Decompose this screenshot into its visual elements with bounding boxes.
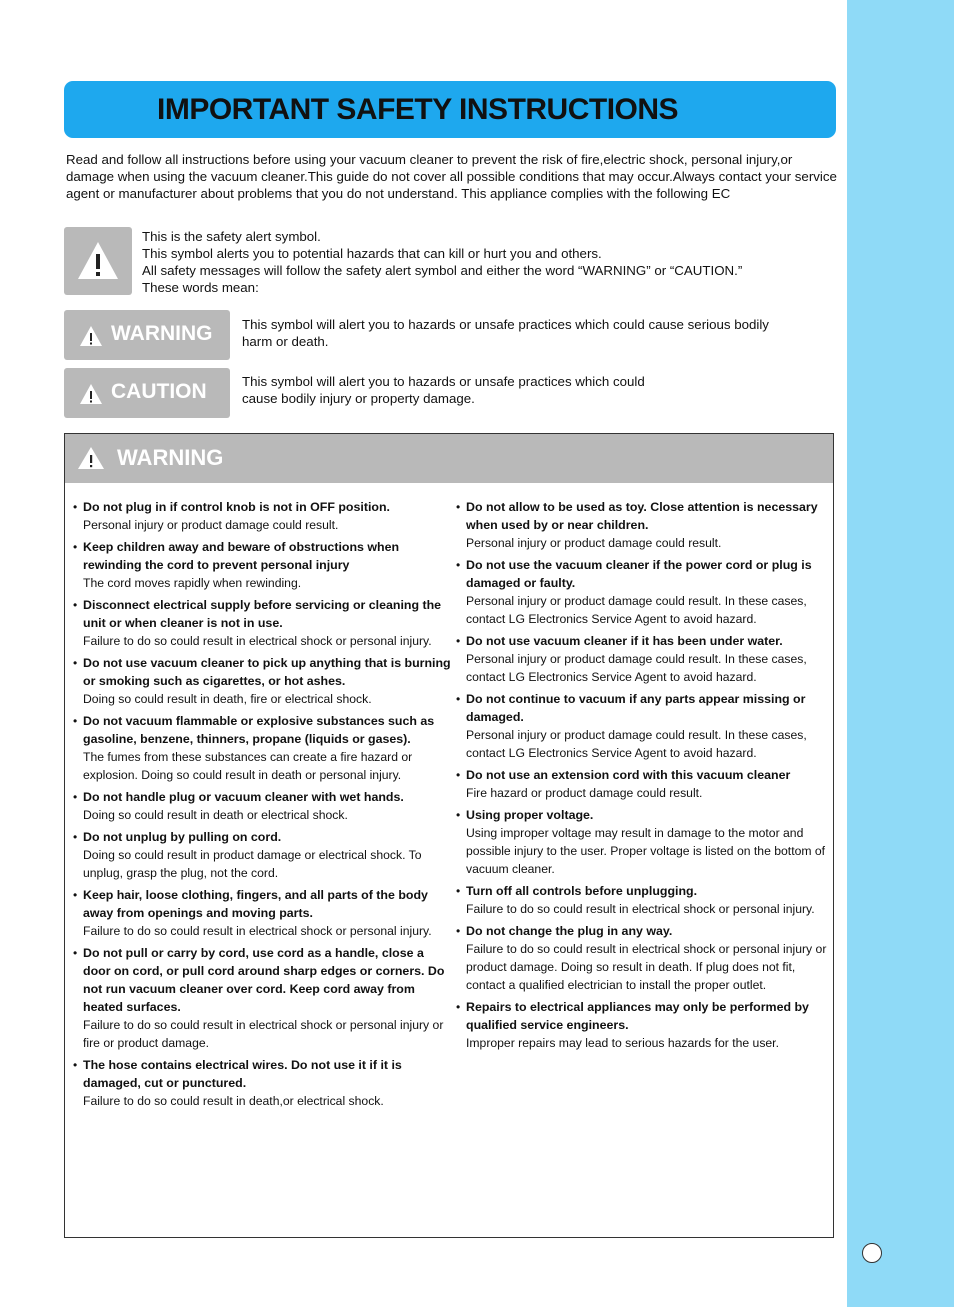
item-detail: Failure to do so could result in electrical shock or personal injury or product damage. Doing so result in death. If plug does not fit, contact a qualified electrician to install the proper outlet. <box>466 942 827 992</box>
warning-list-left <box>73 498 453 1114</box>
item-heading: • Do not handle plug or vacuum cleaner with wet hands. <box>83 790 404 804</box>
item-detail: Using improper voltage may result in damage to the motor and possible injury to the user. Proper voltage is listed on the bottom of vacuum cleaner. <box>466 826 826 876</box>
intro-paragraph: Read and follow all instructions before using your vacuum cleaner to prevent the risk of fire,electric shock, personal injury,or damage when using the vacuum cleaner.This guide do not cover all possible conditions that may occur.Always contact your service agent or manufacturer about problems that you do not understand. This appliance complies with the following EC <box>66 152 837 201</box>
warning-badge-label: WARNING <box>111 322 213 345</box>
item-detail: Failure to do so could result in electrical shock or personal injury. <box>83 924 432 938</box>
item-heading: • Turn off all controls before unplugging. <box>466 884 698 898</box>
warning-triangle-icon <box>79 383 103 405</box>
warning-triangle-icon <box>79 325 103 347</box>
list-item <box>73 828 453 882</box>
item-detail: Personal injury or product damage could result. <box>466 536 722 550</box>
list-item <box>73 788 453 824</box>
list-item <box>456 498 831 552</box>
list-item <box>456 998 831 1052</box>
item-heading: • Do not use vacuum cleaner if it has been under water. <box>466 634 783 648</box>
safety-alert-symbol <box>64 227 132 295</box>
item-detail: Failure to do so could result in electrical shock or personal injury. <box>466 902 815 916</box>
item-heading: • Do not vacuum flammable or explosive substances such as gasoline, benzene, thinners, propane (liquids or gases). <box>83 714 435 746</box>
list-item <box>73 654 453 708</box>
list-item <box>456 632 831 686</box>
list-item <box>456 766 831 802</box>
item-heading: • Do not continue to vacuum if any parts appear missing or damaged. <box>466 692 806 724</box>
item-heading: • Do not use an extension cord with this vacuum cleaner <box>466 768 791 782</box>
warning-section-header <box>65 434 833 483</box>
list-item <box>73 712 453 784</box>
item-detail: Doing so could result in product damage or electrical shock. To unplug, grasp the plug, not the cord. <box>83 848 422 880</box>
page-number-circle <box>862 1243 882 1263</box>
warning-badge <box>64 310 230 360</box>
alert-line: All safety messages will follow the safety alert symbol and either the word “WARNING” or “CAUTION.” <box>142 263 743 278</box>
item-detail: Personal injury or product damage could result. In these cases, contact LG Electronics Service Agent to avoid hazard. <box>466 594 807 626</box>
item-heading: • Keep hair, loose clothing, fingers, and all parts of the body away from openings and moving parts. <box>83 888 428 920</box>
item-heading: • Do not change the plug in any way. <box>466 924 673 938</box>
item-detail: Failure to do so could result in death,or electrical shock. <box>83 1094 384 1108</box>
warning-triangle-icon <box>77 446 105 470</box>
item-heading: • Do not use the vacuum cleaner if the power cord or plug is damaged or faulty. <box>466 558 812 590</box>
item-detail: Failure to do so could result in electrical shock or personal injury or fire or product damage. <box>83 1018 444 1050</box>
item-detail: Personal injury or product damage could result. In these cases, contact LG Electronics Service Agent to avoid hazard. <box>466 728 807 760</box>
item-heading: • Repairs to electrical appliances may only be performed by qualified service engineers. <box>466 1000 809 1032</box>
list-item <box>456 882 831 918</box>
alert-line: This symbol alerts you to potential hazards that can kill or hurt you and others. <box>142 246 602 261</box>
item-heading: • Using proper voltage. <box>466 808 594 822</box>
alert-line: These words mean: <box>142 280 259 295</box>
list-item <box>73 944 453 1052</box>
item-detail: Failure to do so could result in electrical shock or personal injury. <box>83 634 432 648</box>
caution-badge-label: CAUTION <box>111 380 207 403</box>
warning-section-title: WARNING <box>117 445 224 470</box>
item-heading: • Do not unplug by pulling on cord. <box>83 830 282 844</box>
list-item <box>456 690 831 762</box>
caution-badge <box>64 368 230 418</box>
list-item <box>73 1056 453 1110</box>
warning-list-right <box>456 498 831 1056</box>
list-item <box>456 806 831 878</box>
item-heading: • Do not plug in if control knob is not in OFF position. <box>83 500 390 514</box>
alert-explanation <box>142 228 742 296</box>
item-heading: • Do not pull or carry by cord, use cord as a handle, close a door on cord, or pull cord around sharp edges or corners. Do not run vacuum cleaner over cord. Keep cord away from heated surfaces. <box>83 946 445 1014</box>
item-detail: Personal injury or product damage could result. In these cases, contact LG Electronics Service Agent to avoid hazard. <box>466 652 807 684</box>
caution-description: This symbol will alert you to hazards or unsafe practices which could cause bodily injury or property damage. <box>242 374 645 406</box>
item-heading: • Do not use vacuum cleaner to pick up anything that is burning or smoking such as cigarettes, or hot ashes. <box>83 656 451 688</box>
list-item <box>73 886 453 940</box>
list-item <box>73 538 453 592</box>
warning-triangle-icon <box>76 239 120 283</box>
item-heading: • Do not allow to be used as toy. Close attention is necessary when used by or near children. <box>466 500 818 532</box>
list-item <box>456 922 831 994</box>
item-detail: Doing so could result in death, fire or electrical shock. <box>83 692 372 706</box>
page-title: IMPORTANT SAFETY INSTRUCTIONS <box>157 93 679 126</box>
list-item <box>73 596 453 650</box>
item-detail: Personal injury or product damage could result. <box>83 518 339 532</box>
side-color-bar <box>847 0 954 1307</box>
list-item <box>73 498 453 534</box>
item-detail: Fire hazard or product damage could result. <box>466 786 703 800</box>
item-detail: The cord moves rapidly when rewinding. <box>83 576 302 590</box>
item-detail: The fumes from these substances can create a fire hazard or explosion. Doing so could result in death or personal injury. <box>83 750 413 782</box>
warning-description: This symbol will alert you to hazards or unsafe practices which could cause serious bodily harm or death. <box>242 317 769 349</box>
item-detail: Improper repairs may lead to serious hazards for the user. <box>466 1036 779 1050</box>
alert-line: This is the safety alert symbol. <box>142 229 321 244</box>
warning-section <box>64 433 834 1238</box>
list-item <box>456 556 831 628</box>
item-detail: Doing so could result in death or electrical shock. <box>83 808 348 822</box>
item-heading: • Disconnect electrical supply before servicing or cleaning the unit or when cleaner is not in use. <box>83 598 442 630</box>
item-heading: • Keep children away and beware of obstructions when rewinding the cord to prevent personal injury <box>83 540 400 572</box>
item-heading: • The hose contains electrical wires. Do not use it if it is damaged, cut or punctured. <box>83 1058 402 1090</box>
